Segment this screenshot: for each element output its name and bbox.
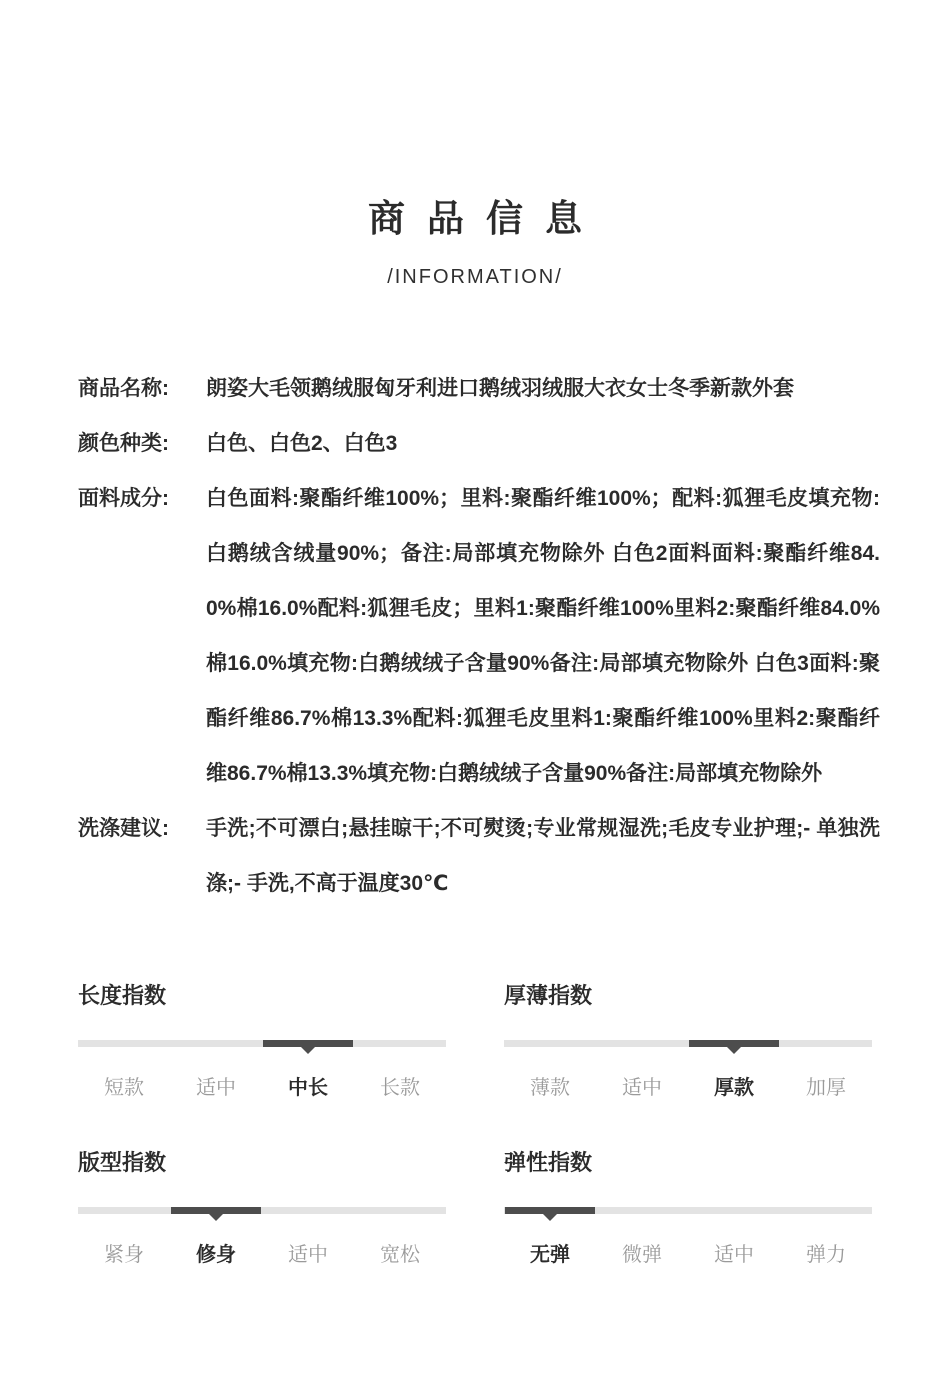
- length-slider-track: [78, 1040, 446, 1047]
- info-section: [0, 361, 950, 911]
- info-label-color-types: 颜色种类:: [78, 432, 169, 455]
- index-title-fit: 版型指数: [78, 1150, 167, 1175]
- page-header: [0, 0, 950, 289]
- fit-slider-track: [78, 1207, 446, 1214]
- info-label-washing-advice: 洗涤建议:: [78, 817, 169, 840]
- elasticity-option-4: 弹力: [806, 1244, 846, 1266]
- elasticity-options: [504, 1238, 872, 1267]
- caret-down-icon: [209, 1214, 223, 1221]
- info-row-color-types: [78, 416, 880, 471]
- thickness-option-2: 适中: [622, 1077, 662, 1099]
- caret-down-icon: [543, 1214, 557, 1221]
- thickness-option-3: 厚款: [714, 1077, 754, 1099]
- thickness-option-1: 薄款: [530, 1077, 570, 1099]
- index-title-thickness: 厚薄指数: [504, 983, 593, 1008]
- elasticity-slider-track: [504, 1207, 872, 1214]
- info-value-color-types: 白色、白色2、白色3: [206, 432, 398, 455]
- caret-down-icon: [727, 1047, 741, 1054]
- caret-down-icon: [301, 1047, 315, 1054]
- elasticity-option-1: 无弹: [530, 1244, 570, 1266]
- info-label-fabric-composition: 面料成分:: [78, 487, 169, 510]
- page-title: 商品信息: [368, 198, 604, 239]
- fit-option-1: 紧身: [104, 1244, 144, 1266]
- length-option-2: 适中: [196, 1077, 236, 1099]
- length-options: [78, 1071, 446, 1100]
- elasticity-option-3: 适中: [714, 1244, 754, 1266]
- thickness-option-4: 加厚: [806, 1077, 846, 1099]
- index-block-length: [78, 979, 446, 1100]
- info-value-washing-advice: 手洗;不可漂白;悬挂晾干;不可熨烫;专业常规湿洗;毛皮专业护理;- 单独洗涤;- 手洗,不高于温度30℃: [206, 817, 880, 895]
- index-block-thickness: [504, 979, 872, 1100]
- thickness-options: [504, 1071, 872, 1100]
- elasticity-option-2: 微弹: [622, 1244, 662, 1266]
- length-option-4: 长款: [380, 1077, 420, 1099]
- length-slider-thumb: [263, 1040, 353, 1047]
- index-section: [0, 979, 950, 1267]
- info-value-product-name: 朗姿大毛领鹅绒服匈牙利进口鹅绒羽绒服大衣女士冬季新款外套: [206, 377, 794, 400]
- index-block-fit: [78, 1146, 446, 1267]
- fit-option-3: 适中: [288, 1244, 328, 1266]
- index-block-elasticity: [504, 1146, 872, 1267]
- length-option-3: 中长: [288, 1077, 328, 1099]
- fit-option-4: 宽松: [380, 1244, 420, 1266]
- index-title-length: 长度指数: [78, 983, 167, 1008]
- thickness-slider-track: [504, 1040, 872, 1047]
- fit-options: [78, 1238, 446, 1267]
- info-row-washing-advice: [78, 801, 880, 911]
- info-value-fabric-composition: 白色面料:聚酯纤维100%；里料:聚酯纤维100%；配料:狐狸毛皮填充物:白鹅绒含绒量90%；备注:局部填充物除外 白色2面料面料:聚酯纤维84.0%棉16.0%配料:狐狸毛皮；里料1:聚酯纤维100%里料2:聚酯纤维84.0%棉16.0%填充物:白鹅绒绒子含量90%备注:局部填充物除外 白色3面料:聚酯纤维86.7%棉13.3%配料:狐狸毛皮里料1:聚酯纤维100%里料2:聚酯纤维86.7%棉13.3%填充物:白鹅绒绒子含量90%备注:局部填充物除外: [206, 487, 880, 785]
- thickness-slider-thumb: [689, 1040, 779, 1047]
- page-subtitle: /INFORMATION/: [387, 266, 563, 288]
- fit-option-2: 修身: [196, 1244, 236, 1266]
- fit-slider-thumb: [171, 1207, 261, 1214]
- elasticity-slider-thumb: [505, 1207, 595, 1214]
- index-title-elasticity: 弹性指数: [504, 1150, 593, 1175]
- info-row-fabric-composition: [78, 471, 880, 801]
- length-option-1: 短款: [104, 1077, 144, 1099]
- info-row-product-name: [78, 361, 880, 416]
- info-label-product-name: 商品名称:: [78, 377, 169, 400]
